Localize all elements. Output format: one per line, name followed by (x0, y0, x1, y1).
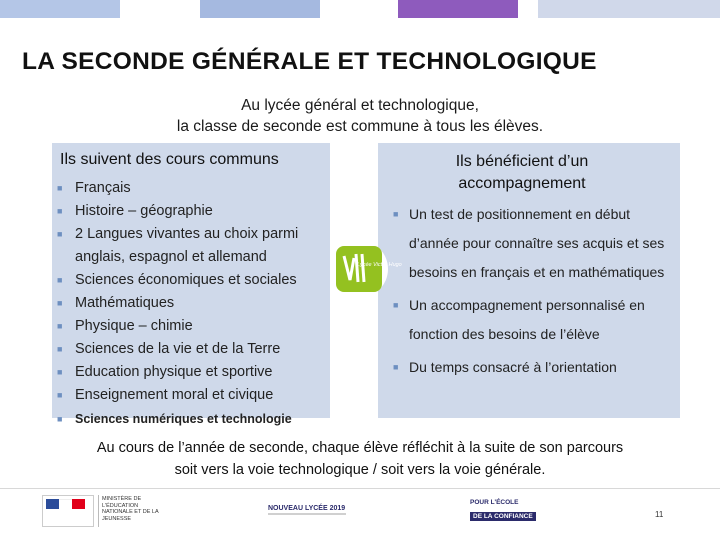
page-number: 11 (655, 510, 664, 519)
bullet-icon: ■ (393, 300, 399, 310)
subtitle (0, 95, 720, 137)
subtitle-line-2: la classe de seconde est commune à tous les élèves. (176, 118, 544, 135)
list-item: ■ 2 Langues vivantes au choix parmi anglais, espagnol et allemand (55, 223, 330, 269)
ecole-confiance-line-1: POUR L'ÉCOLE (470, 499, 519, 506)
list-item: ■ Mathématiques (55, 292, 330, 315)
subtitle-line-1: Au lycée général et technologique, (241, 97, 479, 114)
list-item: ■ Sciences économiques et sociales (55, 269, 330, 292)
list-item: ■ Français (55, 177, 330, 200)
list-item: ■ Physique – chimie (55, 315, 330, 338)
ministry-separator (98, 495, 99, 527)
bottom-text-line-2: soit vers la voie technologique / soit vers la voie générale. (174, 462, 546, 478)
list-item: ■ Histoire – géographie (55, 200, 330, 223)
bottom-text (0, 437, 720, 481)
support-list (393, 200, 675, 382)
list-item: ■ Du temps consacré à l’orientation (393, 353, 675, 382)
bullet-icon: ■ (57, 321, 63, 331)
flag-red-band (72, 499, 85, 509)
bullet-icon: ■ (393, 209, 399, 219)
list-item: ■ Education physique et sportive (55, 361, 330, 384)
page-title: LA SECONDE GÉNÉRALE ET TECHNOLOGIQUE (22, 48, 597, 75)
bullet-icon: ■ (57, 183, 63, 193)
top-bar-segment-3 (398, 0, 518, 18)
school-logo-badge (336, 246, 382, 292)
list-item: ■ Un test de positionnement en début d’année pour connaître ses acquis et ses besoins en français et en mathématiques (393, 200, 675, 287)
bullet-icon: ■ (57, 298, 63, 308)
flag-white-band (59, 499, 72, 510)
right-panel-heading: Ils bénéficient d’un accompagnement (455, 153, 589, 192)
bullet-icon: ■ (57, 390, 63, 400)
school-logo-icon (336, 246, 382, 292)
ministry-name: MINISTÈRE DE L'ÉDUCATION NATIONALE ET DE LA JEUNESSE (102, 496, 159, 522)
bullet-icon: ■ (57, 414, 63, 424)
ecole-confiance-line-2: DE LA CONFIANCE (470, 512, 536, 521)
bullet-icon: ■ (57, 344, 63, 354)
school-logo-text: Lycée Victor Hugo (357, 262, 402, 268)
bullet-icon: ■ (57, 367, 63, 377)
list-item: ■ Sciences numériques et technologie (55, 407, 330, 432)
nouveau-lycee-bar (268, 513, 346, 515)
top-bar-segment-4 (538, 0, 720, 18)
top-bar-segment-1 (0, 0, 120, 18)
list-item: ■ Sciences de la vie et de la Terre (55, 338, 330, 361)
list-item: ■ Un accompagnement personnalisé en fonction des besoins de l’élève (393, 291, 675, 349)
bottom-text-line-1: Au cours de l’année de seconde, chaque élève réfléchit à la suite de son parcours (96, 440, 624, 456)
left-panel-heading: Ils suivent des cours communs (60, 151, 279, 168)
bullet-icon: ■ (57, 229, 63, 239)
list-item: ■ Enseignement moral et civique (55, 384, 330, 407)
flag-blue-band (46, 499, 59, 509)
common-courses-list (55, 177, 330, 432)
bullet-icon: ■ (393, 362, 399, 372)
nouveau-lycee-logo: NOUVEAU LYCÉE 2019 (268, 505, 346, 512)
bullet-icon: ■ (57, 275, 63, 285)
footer-divider (0, 488, 720, 489)
bullet-icon: ■ (57, 206, 63, 216)
top-bar-segment-2 (200, 0, 320, 18)
